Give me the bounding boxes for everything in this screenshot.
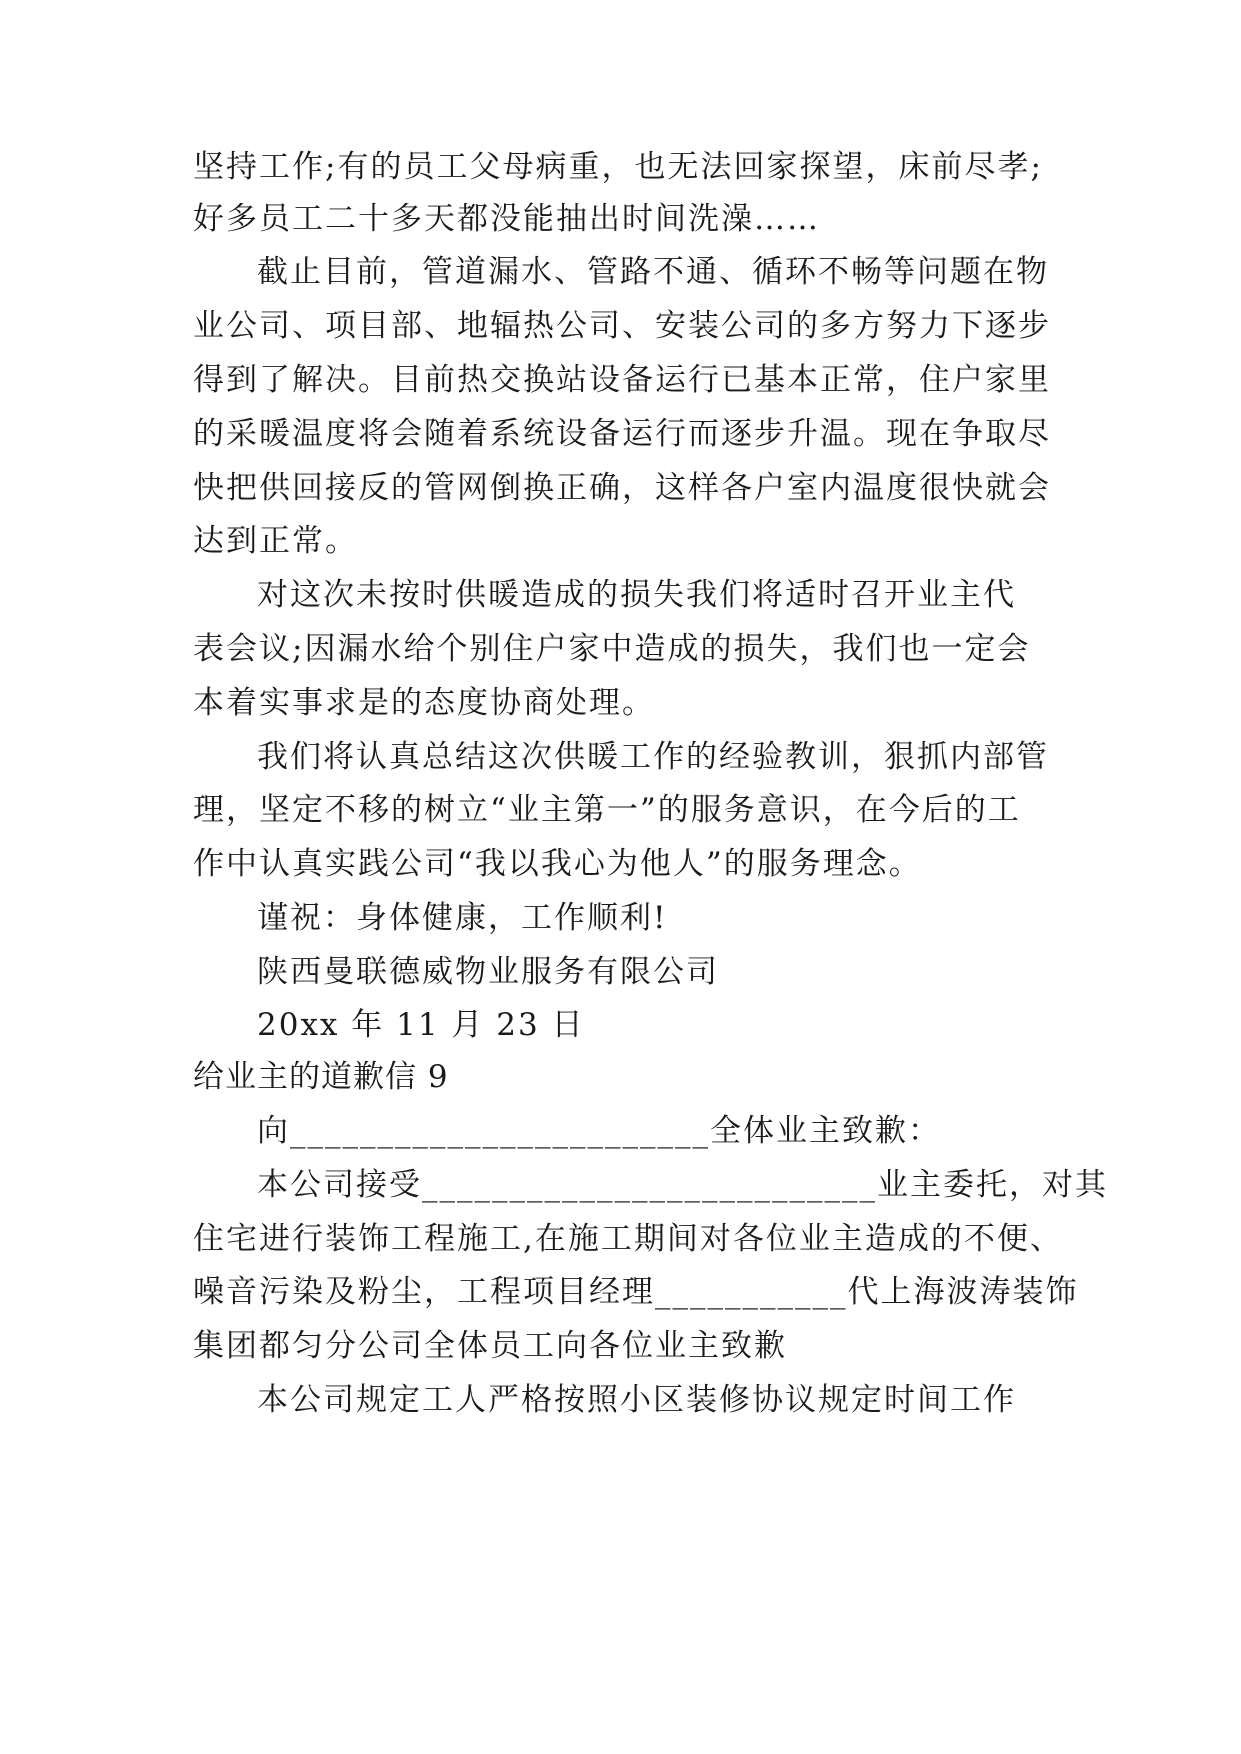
body-text-line: 集团都匀分公司全体员工向各位业主致歉 [193,1328,787,1364]
signature-date: 20xx 年 11 月 23 日 [257,1007,585,1043]
paragraph-first-line: 截止目前，管道漏水、管路不通、循环不畅等问题在物 [257,254,1049,290]
paragraph-first-line: 本公司接受__________________________业主委托，对其 [257,1167,1108,1203]
body-text-line: 理，坚定不移的树立“业主第一”的服务意识，在今后的工 [193,792,1021,828]
body-text-line: 达到正常。 [193,523,358,559]
body-text-line: 的采暖温度将会随着系统设备运行而逐步升温。现在争取尽 [193,416,1051,452]
section-heading: 给业主的道歉信 9 [193,1059,449,1095]
signature-company: 陕西曼联德威物业服务有限公司 [257,954,719,990]
salutation-line: 向________________________全体业主致歉： [257,1113,941,1149]
body-text-line: 快把供回接反的管网倒换正确，这样各户室内温度很快就会 [193,470,1051,506]
body-text-line: 住宅进行装饰工程施工,在施工期间对各位业主造成的不便、 [193,1221,1063,1257]
body-text-line: 业公司、项目部、地辐热公司、安装公司的多方努力下逐步 [193,308,1051,344]
paragraph-first-line: 本公司规定工人严格按照小区装修协议规定时间工作 [257,1382,1016,1418]
paragraph-first-line: 我们将认真总结这次供暖工作的经验教训，狠抓内部管 [257,739,1049,775]
body-text-line: 表会议;因漏水给个别住户家中造成的损失，我们也一定会 [193,631,1031,667]
body-text-line: 好多员工二十多天都没能抽出时间洗澡…… [193,201,820,237]
paragraph-first-line: 对这次未按时供暖造成的损失我们将适时召开业主代 [257,577,1016,613]
closing-regards: 谨祝：身体健康，工作顺利! [257,900,668,936]
body-text-line: 噪音污染及粉尘，工程项目经理___________代上海波涛装饰 [193,1274,1079,1310]
body-text-line: 得到了解决。目前热交换站设备运行已基本正常，住户家里 [193,362,1051,398]
body-text-line: 本着实事求是的态度协商处理。 [193,685,655,721]
body-text-line: 作中认真实践公司“我以我心为他人”的服务理念。 [193,846,922,882]
body-text-line: 坚持工作;有的员工父母病重，也无法回家探望，床前尽孝; [193,149,1043,185]
